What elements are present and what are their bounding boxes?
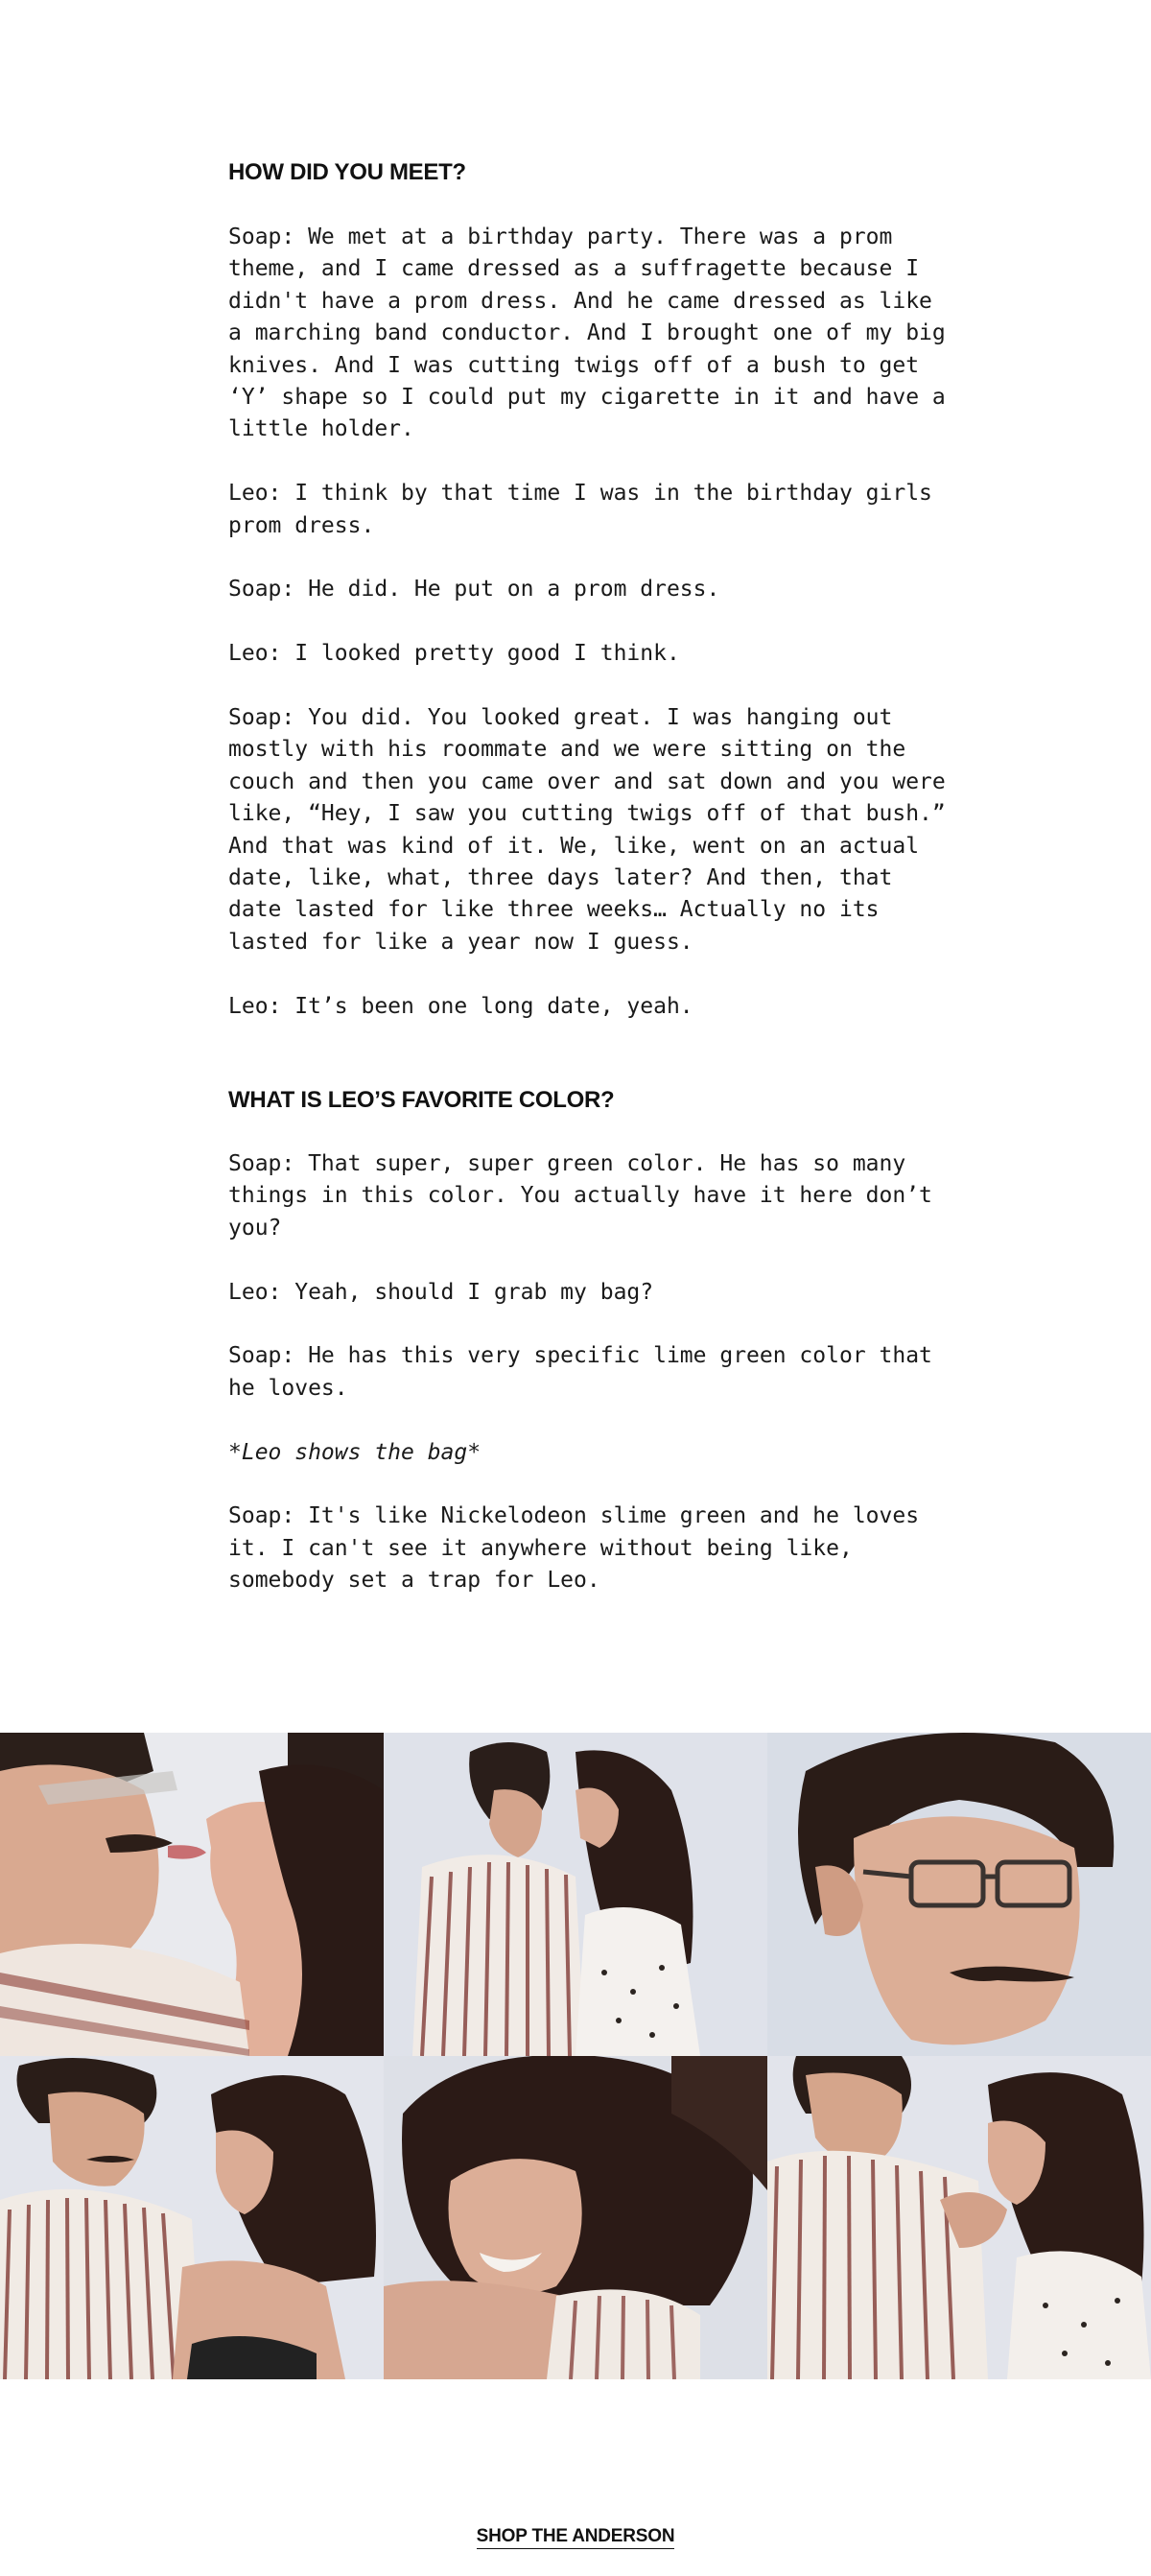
gallery-photo-6[interactable]: [767, 2056, 1151, 2379]
interview-paragraph: Soap: You did. You looked great. I was hanging out mostly with his roommate and we were sitting on the couch and then you came over and sat down and you were like, “Hey, I saw you cutting twigs off of that bush.” And that was kind of it. We, like, went on an actual date, like, what, three days later? And then, that date lasted for like three weeks… Actually no its lasted for like a year now I guess.: [228, 705, 946, 955]
interview-paragraph: Soap: We met at a birthday party. There was a prom theme, and I came dressed as a suffragette because I didn't have a prom dress. And he came dressed as like a marching band conductor. And I brought one of my big knives. And I was cutting twigs off of a bush to get ‘Y’ shape so I could put my cigarette in it and have a little holder.: [228, 225, 946, 442]
interview-paragraph: Leo: I looked pretty good I think.: [228, 641, 680, 667]
interview-paragraph: Leo: I think by that time I was in the birthday girls prom dress.: [228, 481, 932, 538]
section-how-did-you-meet: [228, 222, 957, 1023]
photo-gallery: [0, 1733, 1151, 2379]
photo-image: [0, 2056, 384, 2379]
section-favorite-color: [228, 1148, 957, 1597]
photo-image: [384, 2056, 767, 2379]
shop-the-anderson-link[interactable]: SHOP THE ANDERSON: [477, 2526, 675, 2549]
photo-image: [767, 1733, 1151, 2056]
interview-paragraph: Leo: Yeah, should I grab my bag?: [228, 1279, 654, 1305]
photo-image: [767, 2056, 1151, 2379]
interview-paragraph: Soap: He did. He put on a prom dress.: [228, 577, 720, 603]
interview-paragraph: Soap: He has this very specific lime green color that he loves.: [228, 1343, 932, 1401]
gallery-photo-2[interactable]: [384, 1733, 767, 2056]
photo-image: [384, 1733, 767, 2056]
interview-paragraph: Soap: It's like Nickelodeon slime green and he loves it. I can't see it anywhere without being like, somebody set a trap for Leo.: [228, 1503, 920, 1594]
shop-link-container: [0, 2526, 1151, 2547]
section-heading-how-did-you-meet: HOW DID YOU MEET?: [228, 159, 466, 185]
section-heading-favorite-color: WHAT IS LEO’S FAVORITE COLOR?: [228, 1087, 615, 1113]
gallery-photo-4[interactable]: [0, 2056, 384, 2379]
gallery-photo-1[interactable]: [0, 1733, 384, 2056]
interview-paragraph: Soap: That super, super green color. He has so many things in this color. You actually have it here don’t you?: [228, 1151, 932, 1241]
gallery-photo-5[interactable]: [384, 2056, 767, 2379]
interview-paragraph: Leo: It’s been one long date, yeah.: [228, 993, 693, 1019]
photo-image: [0, 1733, 384, 2056]
stage-direction: *Leo shows the bag*: [228, 1439, 482, 1465]
gallery-photo-3[interactable]: [767, 1733, 1151, 2056]
